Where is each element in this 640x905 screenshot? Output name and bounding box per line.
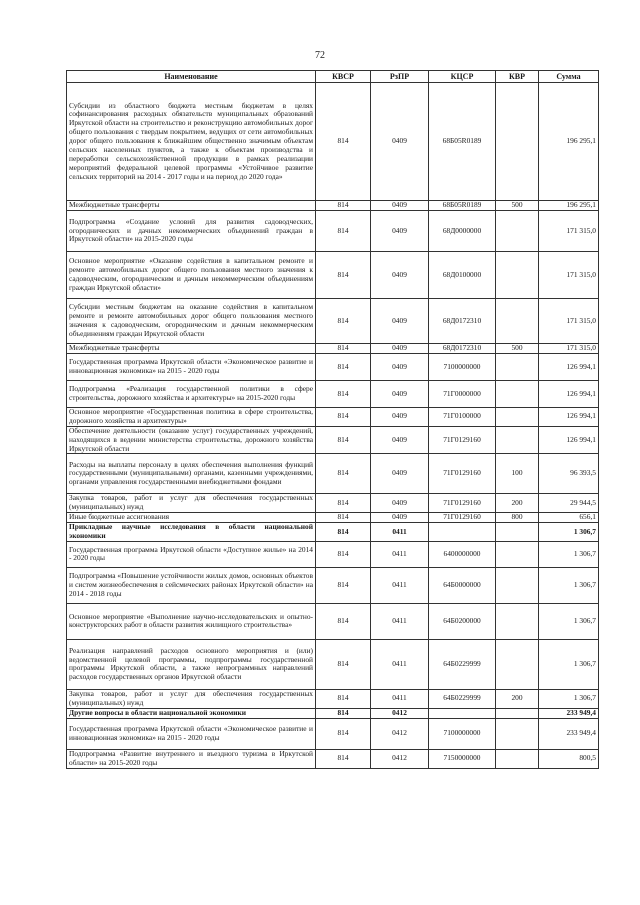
cell-name: Иные бюджетные ассигнования — [67, 513, 316, 523]
cell-name: Подпрограмма «Развитие внутреннего и въездного туризма в Иркутской области» на 2015-2020 годы — [67, 749, 316, 768]
cell-kcsr: 7100000000 — [429, 354, 496, 381]
cell-kvsr: 814 — [316, 541, 371, 567]
cell-kcsr: 64Б0200000 — [429, 603, 496, 639]
cell-rzpr: 0409 — [371, 299, 429, 344]
cell-rzpr: 0409 — [371, 354, 429, 381]
table-row — [67, 567, 599, 603]
cell-sum: 656,1 — [539, 513, 599, 523]
table-row — [67, 494, 599, 513]
cell-sum: 233 949,4 — [539, 708, 599, 718]
cell-kcsr: 71Г0129160 — [429, 494, 496, 513]
cell-kvr — [496, 603, 539, 639]
cell-kvr: 200 — [496, 494, 539, 513]
cell-kvsr: 814 — [316, 494, 371, 513]
cell-kvsr: 814 — [316, 567, 371, 603]
table-row — [67, 603, 599, 639]
table-row — [67, 201, 599, 211]
cell-name: Обеспечение деятельности (оказание услуг) государственных учреждений, находящихся в ведении министерства строительства, дорожного хозяйства Иркутской области — [67, 426, 316, 454]
cell-kcsr: 64Б0229999 — [429, 639, 496, 689]
cell-name: Субсидии местным бюджетам на оказание содействия в капитальном ремонте и ремонте автомобильных дорог общего пользования местного значения к садоводческим, огородническим и дачным некоммерческим объединениям граждан Иркутской области — [67, 299, 316, 344]
cell-rzpr: 0409 — [371, 201, 429, 211]
cell-name: Государственная программа Иркутской области «Экономическое развитие и инновационная экономика» на 2015 - 2020 годы — [67, 718, 316, 749]
table-row — [67, 354, 599, 381]
cell-kvsr: 814 — [316, 689, 371, 708]
table-row — [67, 408, 599, 427]
cell-sum: 29 944,5 — [539, 494, 599, 513]
cell-kcsr: 7100000000 — [429, 718, 496, 749]
cell-kvr — [496, 426, 539, 454]
page-number: 72 — [315, 50, 325, 61]
cell-sum: 1 306,7 — [539, 603, 599, 639]
cell-name: Прикладные научные исследования в области национальной экономики — [67, 523, 316, 542]
cell-rzpr: 0409 — [371, 426, 429, 454]
cell-kcsr: 68Д0172310 — [429, 344, 496, 354]
cell-name: Государственная программа Иркутской области «Доступное жилье» на 2014 - 2020 годы — [67, 541, 316, 567]
cell-sum: 1 306,7 — [539, 541, 599, 567]
budget-table — [66, 70, 599, 769]
cell-kcsr: 68Б05R0189 — [429, 201, 496, 211]
cell-kvsr: 814 — [316, 408, 371, 427]
cell-kcsr: 71Г0100000 — [429, 408, 496, 427]
cell-kvsr: 814 — [316, 708, 371, 718]
cell-kvsr: 814 — [316, 381, 371, 408]
table-row — [67, 211, 599, 252]
cell-kvr — [496, 639, 539, 689]
cell-kvsr: 814 — [316, 523, 371, 542]
cell-kvsr: 814 — [316, 83, 371, 201]
cell-kvsr: 814 — [316, 513, 371, 523]
table-row — [67, 718, 599, 749]
table-row — [67, 513, 599, 523]
cell-kvsr: 814 — [316, 354, 371, 381]
cell-kvr — [496, 408, 539, 427]
cell-rzpr: 0411 — [371, 567, 429, 603]
cell-sum: 126 994,1 — [539, 426, 599, 454]
cell-rzpr: 0409 — [371, 408, 429, 427]
cell-kvr — [496, 354, 539, 381]
cell-name: Другие вопросы в области национальной экономики — [67, 708, 316, 718]
cell-rzpr: 0409 — [371, 344, 429, 354]
table-row — [67, 523, 599, 542]
cell-name: Расходы на выплаты персоналу в целях обеспечения выполнения функций государственными (муниципальными) органами, казенными учреждениями, органами управления государственными внебюджетными фондами — [67, 454, 316, 494]
cell-kvr — [496, 83, 539, 201]
col-header-rzpr: РзПР — [371, 71, 429, 83]
cell-kvr — [496, 567, 539, 603]
cell-name: Государственная программа Иркутской области «Экономическое развитие и инновационная экономика» на 2015 - 2020 годы — [67, 354, 316, 381]
table-body — [67, 83, 599, 769]
cell-name: Подпрограмма «Создание условий для развития садоводческих, огороднических и дачных некоммерческих объединений граждан в Иркутской области» на 2015-2020 годы — [67, 211, 316, 252]
table-row — [67, 252, 599, 299]
cell-kvr: 800 — [496, 513, 539, 523]
cell-kvsr: 814 — [316, 426, 371, 454]
cell-kcsr: 68Д0172310 — [429, 299, 496, 344]
cell-name: Основное мероприятие «Государственная политика в сфере строительства, дорожного хозяйства и архитектуры» — [67, 408, 316, 427]
cell-kcsr: 71Г0000000 — [429, 381, 496, 408]
cell-rzpr: 0409 — [371, 381, 429, 408]
cell-kvsr: 814 — [316, 252, 371, 299]
cell-kvr — [496, 299, 539, 344]
cell-sum: 171 315,0 — [539, 252, 599, 299]
cell-kvsr: 814 — [316, 454, 371, 494]
cell-kvr — [496, 718, 539, 749]
table-row — [67, 83, 599, 201]
col-header-kvsr: КВСР — [316, 71, 371, 83]
table-header-row — [67, 71, 599, 83]
cell-kcsr: 64Б0000000 — [429, 567, 496, 603]
cell-sum: 126 994,1 — [539, 354, 599, 381]
cell-kcsr: 7150000000 — [429, 749, 496, 768]
table-row — [67, 426, 599, 454]
cell-rzpr: 0409 — [371, 252, 429, 299]
cell-rzpr: 0409 — [371, 211, 429, 252]
cell-kcsr — [429, 708, 496, 718]
cell-sum: 96 393,5 — [539, 454, 599, 494]
table-row — [67, 639, 599, 689]
cell-kvr — [496, 541, 539, 567]
cell-rzpr: 0412 — [371, 749, 429, 768]
cell-sum: 1 306,7 — [539, 523, 599, 542]
cell-kvr — [496, 211, 539, 252]
cell-sum: 1 306,7 — [539, 689, 599, 708]
cell-kvr: 500 — [496, 344, 539, 354]
table-row — [67, 708, 599, 718]
cell-kvr — [496, 523, 539, 542]
cell-sum: 126 994,1 — [539, 381, 599, 408]
table-row — [67, 454, 599, 494]
table-row — [67, 299, 599, 344]
cell-sum: 171 315,0 — [539, 344, 599, 354]
cell-name: Субсидии из областного бюджета местным бюджетам в целях софинансирования расходных обязательств муниципальных образований Иркутской области на строительство и реконструкцию автомобильных дорог общего пользования с твердым покрытием, ведущих от сети автомобильных дорог общего пользования к ближайшим общественно значимым объектам сельских населенных пунктов, а также к объектам производства и переработки сельскохозяйственной продукции в рамках реализации мероприятий федеральной целевой программы «Устойчивое развитие сельских территорий на 2014 - 2017 годы и на период до 2020 года» — [67, 83, 316, 201]
cell-kcsr: 71Г0129160 — [429, 513, 496, 523]
cell-rzpr: 0411 — [371, 689, 429, 708]
cell-rzpr: 0409 — [371, 494, 429, 513]
col-header-name: Наименование — [67, 71, 316, 83]
cell-sum: 800,5 — [539, 749, 599, 768]
col-header-kvr: КВР — [496, 71, 539, 83]
cell-name: Закупка товаров, работ и услуг для обеспечения государственных (муниципальных) нужд — [67, 494, 316, 513]
cell-kvsr: 814 — [316, 344, 371, 354]
cell-sum: 1 306,7 — [539, 567, 599, 603]
cell-rzpr: 0411 — [371, 541, 429, 567]
cell-rzpr: 0411 — [371, 639, 429, 689]
cell-name: Реализация направлений расходов основного мероприятия и (или) ведомственной целевой программы, подпрограммы государственной программы Иркутской области, а также непрограммных направлений расходов государственных органов Иркутской области — [67, 639, 316, 689]
cell-kvsr: 814 — [316, 603, 371, 639]
cell-rzpr: 0411 — [371, 523, 429, 542]
cell-name: Основное мероприятие «Выполнение научно-исследовательских и опытно-конструкторских работ в области развития жилищного строительства» — [67, 603, 316, 639]
cell-kvr — [496, 708, 539, 718]
col-header-sum: Сумма — [539, 71, 599, 83]
cell-sum: 126 994,1 — [539, 408, 599, 427]
cell-kvsr: 814 — [316, 211, 371, 252]
table-row — [67, 689, 599, 708]
cell-sum: 171 315,0 — [539, 299, 599, 344]
cell-name: Основное мероприятие «Оказание содействия в капитальном ремонте и ремонте автомобильных дорог общего пользования местного значения к садоводческим, огородническим и дачным некоммерческим объединениям граждан Иркутской области» — [67, 252, 316, 299]
cell-kvr — [496, 252, 539, 299]
cell-rzpr: 0412 — [371, 708, 429, 718]
cell-name: Закупка товаров, работ и услуг для обеспечения государственных (муниципальных) нужд — [67, 689, 316, 708]
cell-rzpr: 0411 — [371, 603, 429, 639]
cell-kvsr: 814 — [316, 718, 371, 749]
cell-rzpr: 0409 — [371, 454, 429, 494]
cell-kcsr: 64Б0229999 — [429, 689, 496, 708]
cell-kcsr: 68Д0100000 — [429, 252, 496, 299]
cell-name: Межбюджетные трансферты — [67, 201, 316, 211]
cell-kcsr: 71Г0129160 — [429, 454, 496, 494]
table-row — [67, 344, 599, 354]
cell-kcsr: 68Б05R0189 — [429, 83, 496, 201]
cell-kcsr: 68Д0000000 — [429, 211, 496, 252]
col-header-kcsr: КЦСР — [429, 71, 496, 83]
cell-kcsr — [429, 523, 496, 542]
cell-kvr: 500 — [496, 201, 539, 211]
cell-sum: 196 295,1 — [539, 83, 599, 201]
table-row — [67, 381, 599, 408]
cell-rzpr: 0409 — [371, 83, 429, 201]
cell-sum: 196 295,1 — [539, 201, 599, 211]
table-row — [67, 541, 599, 567]
cell-kcsr: 6400000000 — [429, 541, 496, 567]
cell-sum: 233 949,4 — [539, 718, 599, 749]
cell-name: Подпрограмма «Реализация государственной политики в сфере строительства, дорожного хозяйства и архитектуры» на 2015-2020 годы — [67, 381, 316, 408]
cell-kcsr: 71Г0129160 — [429, 426, 496, 454]
cell-kvsr: 814 — [316, 639, 371, 689]
cell-sum: 1 306,7 — [539, 639, 599, 689]
cell-kvsr: 814 — [316, 201, 371, 211]
cell-name: Межбюджетные трансферты — [67, 344, 316, 354]
cell-kvr: 200 — [496, 689, 539, 708]
cell-kvsr: 814 — [316, 749, 371, 768]
cell-kvr — [496, 749, 539, 768]
cell-kvsr: 814 — [316, 299, 371, 344]
cell-rzpr: 0412 — [371, 718, 429, 749]
cell-name: Подпрограмма «Повышение устойчивости жилых домов, основных объектов и систем жизнеобеспечения в сейсмических районах Иркутской области» на 2014 - 2018 годы — [67, 567, 316, 603]
cell-sum: 171 315,0 — [539, 211, 599, 252]
cell-kvr — [496, 381, 539, 408]
cell-rzpr: 0409 — [371, 513, 429, 523]
cell-kvr: 100 — [496, 454, 539, 494]
table-row — [67, 749, 599, 768]
